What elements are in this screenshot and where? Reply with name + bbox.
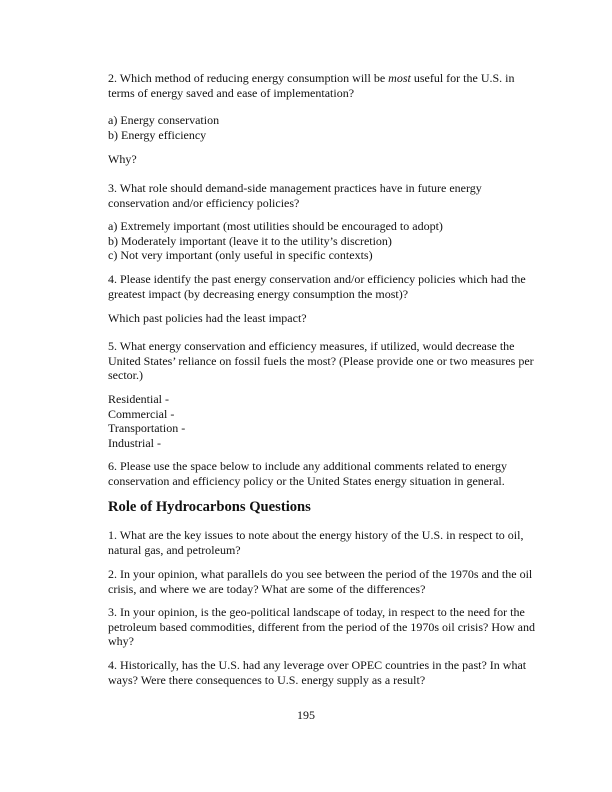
section-heading: Role of Hydrocarbons Questions: [108, 499, 311, 515]
question-5-line-2: United States’ reliance on fossil fuels the most? (Please provide one or two measures per: [108, 353, 534, 368]
question-3: [108, 181, 528, 210]
question-6-line-2: conservation and efficiency policy or the United States energy situation in general.: [108, 473, 505, 488]
question-3-options: [108, 219, 528, 263]
option-a: a) Energy conservation: [108, 113, 220, 127]
hydrocarbons-question-1: 1. What are the key issues to note about the energy history of the U.S. in respect to oil, natural gas, and petroleum?: [108, 528, 524, 557]
question-3-line-2: conservation and/or efficiency policies?: [108, 195, 300, 210]
option-c: c) Not very important (only useful in specific contexts): [108, 248, 373, 263]
page-number: 195: [297, 708, 315, 722]
sector-list: [108, 392, 528, 450]
option-b: b) Moderately important (leave it to the utility’s discretion): [108, 233, 392, 248]
question-5-line-3: sector.): [108, 368, 143, 383]
question-4-followup: Which past policies had the least impact?: [108, 311, 307, 325]
question-3-line-1: 3. What role should demand-side management practices have in future energy: [108, 181, 482, 195]
question-6: [108, 459, 528, 488]
question-4: [108, 272, 528, 301]
sector-residential: Residential -: [108, 392, 169, 406]
hydrocarbons-question-4: 4. Historically, has the U.S. had any leverage over OPEC countries in the past? In what ways? Were there consequences to U.S. energy supply as a result?: [108, 658, 527, 687]
emphasis-most: most: [388, 71, 411, 85]
hydrocarbons-question-2: 2. In your opinion, what parallels do you see between the period of the 1970s and the oil crisis, and where we are today? What are some of the differences?: [108, 567, 533, 596]
question-4-line-2: greatest impact (by decreasing energy consumption the most)?: [108, 286, 409, 301]
question-2-line-1: 2. Which method of reducing energy consumption will be most useful for the U.S. in: [108, 71, 515, 85]
question-2: [108, 71, 528, 100]
question-5-line-1: 5. What energy conservation and efficiency measures, if utilized, would decrease the: [108, 339, 515, 353]
option-a: a) Extremely important (most utilities should be encouraged to adopt): [108, 219, 443, 233]
sector-commercial: Commercial -: [108, 406, 175, 421]
hydrocarbons-question-3: 3. In your opinion, is the geo-political landscape of today, in respect to the need for the petroleum based commodities, different from the period of the 1970s oil crisis? How and why?: [108, 605, 536, 649]
option-b: b) Energy efficiency: [108, 127, 207, 142]
sector-industrial: Industrial -: [108, 435, 161, 450]
question-5: [108, 339, 534, 383]
question-6-line-1: 6. Please use the space below to include any additional comments related to energy: [108, 459, 507, 473]
question-2-line-2: terms of energy saved and ease of implementation?: [108, 85, 355, 100]
sector-transportation: Transportation -: [108, 421, 186, 436]
question-2-options: [108, 113, 528, 142]
question-4-line-1: 4. Please identify the past energy conservation and/or efficiency policies which had the: [108, 272, 526, 286]
question-2-why: Why?: [108, 152, 137, 166]
